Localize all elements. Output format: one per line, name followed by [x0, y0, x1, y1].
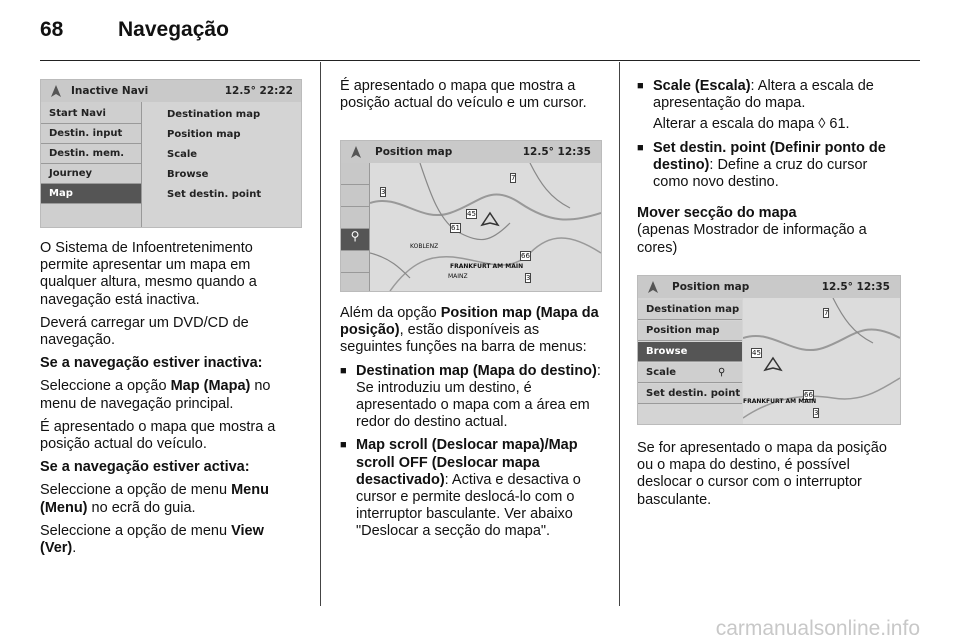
header-rule: [40, 60, 920, 61]
menu-destination-map[interactable]: Destination map: [638, 300, 742, 320]
city-label-koblenz: KOBLENZ: [410, 243, 439, 250]
page-number: 68: [40, 18, 64, 41]
navi-menu-screenshot: [40, 79, 302, 228]
inactive-instruction: Seleccione a opção Map (Mapa) no menu de navegação principal.: [40, 378, 271, 412]
column-1: [40, 240, 302, 563]
active-instruction-2: Seleccione a opção de menu View (Ver).: [40, 522, 264, 557]
watermark: carmanualsonline.info: [715, 617, 920, 640]
road-label-66: 66: [804, 391, 813, 399]
city-label-mainz: MAINZ: [448, 273, 468, 280]
bullet-scale: ■ Scale (Escala): Altera a escala de apresentação do mapa.: [637, 78, 903, 112]
column-2: [340, 305, 602, 547]
road-label-66: 66: [521, 252, 530, 260]
menu-map[interactable]: Map: [41, 184, 141, 204]
bullet-destination-map: ■ Destination map (Mapa do destino): Se introduziu um destino, é apresentado o mapa com a área em redor do destino actual.: [340, 363, 602, 432]
screen-status: 12.5° 22:22: [224, 85, 293, 97]
intro-paragraph: O Sistema de Infoentretenimento permite apresentar um mapa em qualquer altura, mesmo quando a navegação está inactiva.: [40, 240, 257, 308]
dvd-paragraph: Deverá carregar um DVD/CD de navegação.: [40, 314, 249, 349]
option-browse[interactable]: Browse: [167, 169, 209, 180]
cursor-arrow-icon: [482, 213, 498, 225]
screen-title-bar: [41, 80, 301, 102]
option-position-map[interactable]: Position map: [167, 129, 241, 140]
inactive-heading: Se a navegação estiver inactiva:: [40, 355, 263, 372]
menu-scale[interactable]: Scale ⚲: [638, 363, 742, 383]
rocker-switch-paragraph: Se for apresentado o mapa da posição ou o mapa do destino, é possível deslocar o cursor com o interruptor basculante.: [637, 440, 887, 508]
column-divider-1: [320, 62, 321, 606]
page-header: [40, 18, 229, 42]
menu-position-map[interactable]: Position map: [638, 321, 742, 341]
road-label-3: 3: [814, 409, 819, 417]
inactive-result: É apresentado o mapa que mostra a posição actual do veículo.: [40, 418, 276, 453]
road-label-7: 7: [511, 174, 516, 182]
active-instruction-1: Seleccione a opção de menu Menu (Menu) no ecrã do guia.: [40, 482, 269, 516]
active-heading: Se a navegação estiver activa:: [40, 459, 250, 476]
side-button-strip: [341, 163, 370, 291]
road-label-3b: 3: [526, 274, 531, 282]
screen-title-bar: [341, 141, 601, 163]
navigation-arrow-icon: [49, 84, 63, 98]
scale-reference: Alterar a escala do mapa ◊ 61.: [653, 116, 850, 133]
road-label-61: 61: [451, 224, 460, 232]
screen-title: Position map: [672, 281, 750, 293]
column-divider-2: [619, 62, 620, 606]
options-intro: Além da opção Position map (Mapa da posição), estão disponíveis as seguintes funções na barra de menus:: [340, 305, 599, 356]
road-label-3: 3: [381, 188, 386, 196]
option-set-destin-point[interactable]: Set destin. point: [167, 189, 262, 200]
browse-map-screenshot: [637, 275, 901, 425]
option-destination-map[interactable]: Destination map: [167, 109, 261, 120]
column-3: [637, 78, 903, 263]
map-graphic: [370, 163, 601, 291]
city-label-frankfurt: FRANKFURT AM MAIN: [450, 263, 524, 270]
cursor-arrow-icon: [765, 358, 781, 370]
color-display-note: (apenas Mostrador de informação a cores): [637, 222, 867, 256]
menu-journey[interactable]: Journey: [41, 164, 141, 184]
screen-title: Inactive Navi: [71, 85, 149, 97]
navigation-arrow-icon: [349, 145, 363, 159]
zoom-icon: ⚲: [718, 367, 726, 378]
menu-start-navi[interactable]: Start Navi: [41, 104, 141, 124]
screen-title: Position map: [375, 146, 453, 158]
road-label-7: 7: [824, 309, 829, 317]
menu-destin-input[interactable]: Destin. input: [41, 124, 141, 144]
road-label-45: 45: [752, 349, 761, 357]
page-title: Navegação: [118, 18, 229, 41]
move-section-heading: Mover secção do mapa: [637, 205, 797, 222]
column-2-intro: [340, 78, 602, 118]
road-label-45: 45: [467, 210, 476, 218]
map-area[interactable]: [743, 298, 900, 424]
column-3-bottom: [637, 440, 903, 515]
screen-status: 12.5° 12:35: [821, 281, 890, 293]
screen-title-bar: [638, 276, 900, 298]
menu-browse[interactable]: Browse: [638, 342, 742, 362]
bullet-set-destin-point: ■ Set destin. point (Definir ponto de destino): Define a cruz do cursor como novo destino.: [637, 140, 903, 192]
map-graphic: [743, 298, 900, 424]
map-area[interactable]: [370, 163, 601, 291]
screen-status: 12.5° 12:35: [522, 146, 591, 158]
map-shown-paragraph: É apresentado o mapa que mostra a posição actual do veículo e um cursor.: [340, 78, 587, 112]
zoom-icon[interactable]: ⚲: [341, 229, 369, 251]
city-label-frankfurt: FRANKFURT AM MAIN: [743, 398, 817, 405]
bullet-map-scroll: ■ Map scroll (Deslocar mapa)/Map scroll OFF (Deslocar mapa desactivado): Activa e desactiva o cursor e permite deslocá-lo com o interruptor basculante. Ver abaixo "Deslocar a secção do mapa".: [340, 437, 602, 540]
menu-destin-mem[interactable]: Destin. mem.: [41, 144, 141, 164]
position-map-screenshot: [340, 140, 602, 292]
menu-set-destin-point[interactable]: Set destin. point: [638, 384, 742, 404]
navigation-arrow-icon: [646, 280, 660, 294]
option-scale[interactable]: Scale: [167, 149, 198, 160]
